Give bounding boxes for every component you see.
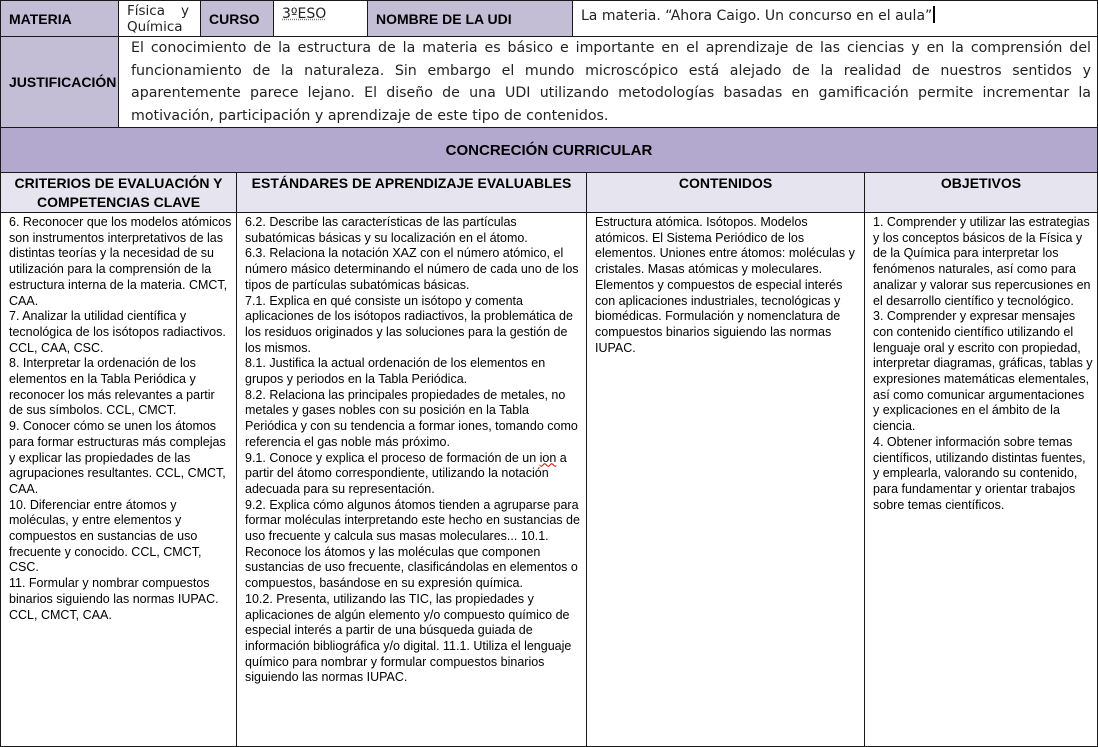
justificacion-text: El conocimiento de la estructura de la materia es básico e importante en el aprendizaje de las ciencias y en la comprensión del funcionamiento de la naturaleza. Sin embargo el mundo microscópico está alejado de la realidad de nuestros sentidos y aparentemente parece lejano. El diseño de una UDI utilizando metodologías basadas en gamificación permite incrementar la motivación, participación y aprendizaje de este tipo de contenidos. (119, 37, 1098, 128)
criterios-cell: 6. Reconocer que los modelos atómicos son instrumentos interpretativos de las distintas teorías y la necesidad de su utilización para la comprensión de la estructura interna de la materia. CMCT, CAA. 7. Analizar la utilidad científica y tecnológica de los isótopos radiactivos. CCL, CAA, CSC. 8. Interpretar la ordenación de los elementos en la Tabla Periódica y reconocer los más relevantes a partir de sus símbolos. CCL, CMCT. 9. Conocer cómo se unen los átomos para formar estructuras más complejas y explicar las propiedades de las agrupaciones resultantes. CCL, CMCT, CAA. 10. Diferenciar entre átomos y moléculas, y entre elementos y compuestos en sustancias de uso frecuente y conocido. CCL, CMCT, CSC. 11. Formular y nombrar compuestos binarios siguiendo las normas IUPAC. CCL, CMCT, CAA. (1, 213, 237, 747)
objetivos-cell: 1. Comprender y utilizar las estrategias y los conceptos básicos de la Física y de la Química para interpretar los fenómenos naturales, así como para analizar y valorar sus repercusiones en el desarrollo científico y tecnológico. 3. Comprender y expresar mensajes con contenido científico utilizando el lenguaje oral y escrito con propiedad, interpretar diagramas, gráficas, tablas y expresiones matemáticas elementales, así como comunicar argumentaciones y explicaciones en el ámbito de la ciencia. 4. Obtener información sobre temas científicos, utilizando distintas fuentes, y emplearla, valorando su contenido, para fundamentar y orientar trabajos sobre temas científicos. (865, 213, 1098, 747)
justificacion-row (1, 37, 1098, 128)
estandares-text-a: 6.2. Describe las características de las partículas subatómicas básicas y su localización en el átomo. 6.3. Relaciona la notación XAZ con el número atómico, el número másico determinando el número de cada uno de los tipos de partículas subatómicas básicas. 7.1. Explica en qué consiste un isótopo y comenta aplicaciones de los isótopos radiactivos, la problemática de los residuos originados y las soluciones para la gestión de los mismos. 8.1. Justifica la actual ordenación de los elementos en grupos y periodos en la Tabla Periódica. 8.2. Relaciona las principales propiedades de metales, no metales y gases nobles con su posición en la Tabla Periódica y con su tendencia a formar iones, tomando como referencia el gas noble más próximo. 9.1. Conoce y explica el proceso de formación de un (245, 215, 579, 465)
materia-value[interactable] (119, 1, 201, 37)
udi-value-text: La materia. “Ahora Caigo. Un concurso en el aula” (581, 8, 933, 24)
contenidos-header: CONTENIDOS (587, 173, 865, 213)
concrecion-title: CONCRECIÓN CURRICULAR (1, 128, 1098, 173)
header-row (1, 1, 1098, 37)
justificacion-label: JUSTIFICACIÓN (1, 37, 119, 128)
criterios-header: CRITERIOS DE EVALUACIÓN Y COMPETENCIAS CLAVE (1, 173, 237, 213)
curso-value-text: 3ºESO (282, 6, 327, 22)
ion-word: ion (539, 450, 557, 465)
content-row (1, 213, 1098, 747)
estandares-header: ESTÁNDARES DE APRENDIZAJE EVALUABLES (237, 173, 587, 213)
materia-value-text: Física y Química (127, 3, 189, 35)
udi-value[interactable] (573, 1, 1098, 37)
concrecion-title-row (1, 128, 1098, 173)
text-cursor (933, 6, 935, 23)
estandares-cell (237, 213, 587, 747)
column-header-row (1, 173, 1098, 213)
contenidos-cell: Estructura atómica. Isótopos. Modelos atómicos. El Sistema Periódico de los elementos. Uniones entre átomos: moléculas y cristales. Masas atómicas y moleculares. Elementos y compuestos de especial interés con aplicaciones industriales, tecnológicas y biomédicas. Formulación y nomenclatura de compuestos binarios siguiendo las normas IUPAC. (587, 213, 865, 747)
materia-label: MATERIA (1, 1, 119, 37)
curso-label: CURSO (201, 1, 274, 37)
objetivos-header: OBJETIVOS (865, 173, 1098, 213)
udi-label: NOMBRE DE LA UDI (368, 1, 573, 37)
curso-value[interactable] (274, 1, 368, 37)
estandares-text-b: a partir del átomo correspondiente, utilizando la notación adecuada para su representación. 9.2. Explica cómo algunos átomos tienden a agruparse para formar moléculas interpretando este hecho en sustancias de uso frecuente y calcula sus masas moleculares... 10.1. Reconoce los átomos y las moléculas que componen sustancias de uso frecuente, clasificándolas en elementos o compuestos, basándose en su expresión química. 10.2. Presenta, utilizando las TIC, las propiedades y aplicaciones de algún elemento y/o compuesto químico de especial interés a partir de una búsqueda guiada de información bibliográfica y/o digital. 11.1. Utiliza el lenguaje químico para nombrar y formular compuestos binarios siguiendo las normas IUPAC. (245, 450, 580, 685)
